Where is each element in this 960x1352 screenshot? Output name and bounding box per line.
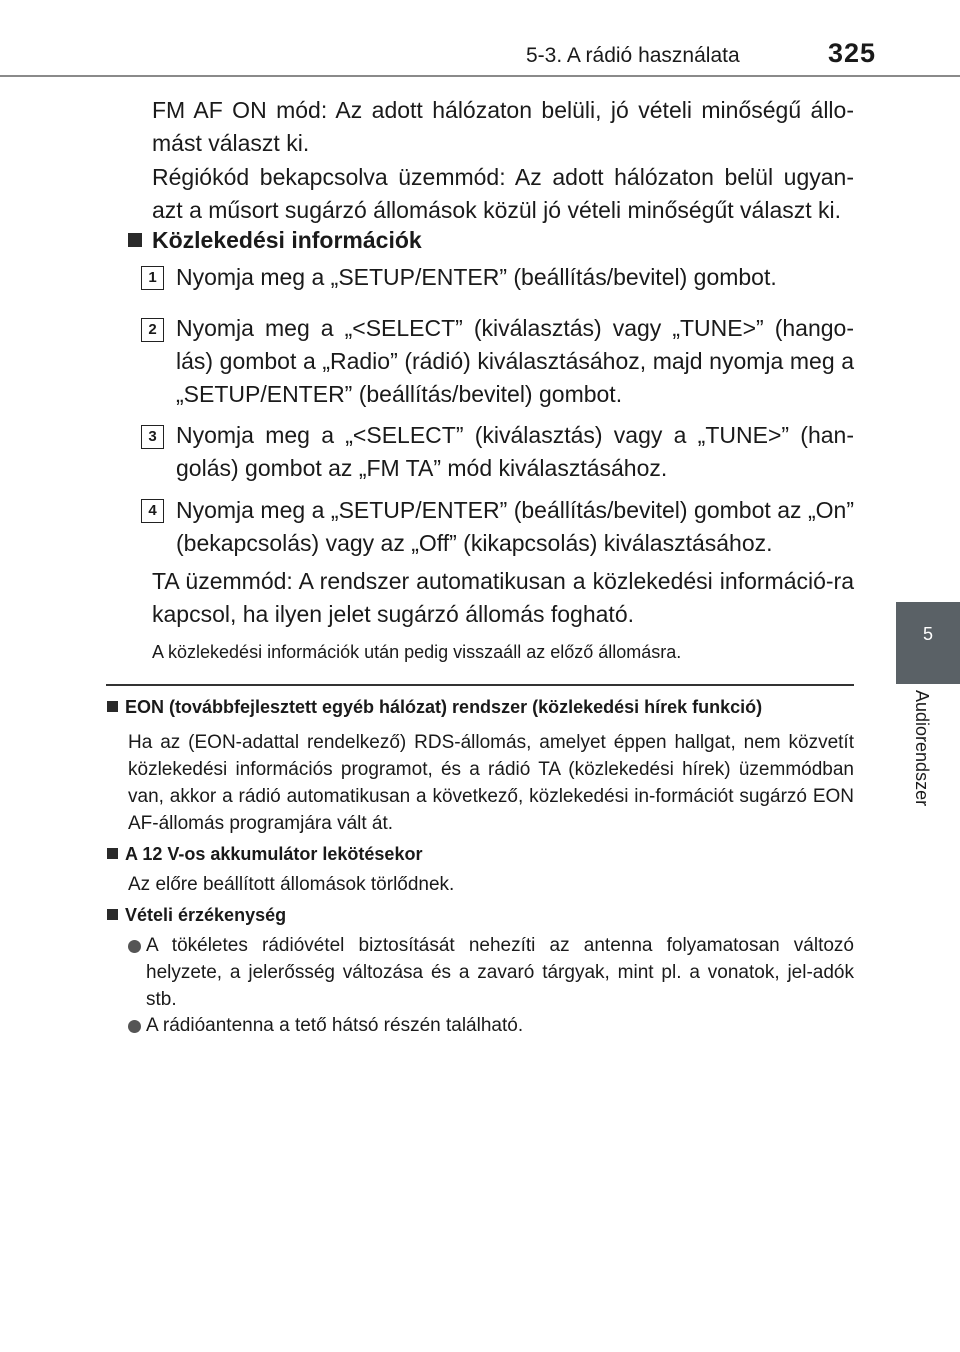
eon-heading-text: EON (továbbfejlesztett egyéb hálózat) rendszer (közlekedési hírek funkció): [125, 697, 763, 717]
bullet-dot-icon: [128, 940, 141, 953]
square-bullet-icon: [128, 233, 142, 247]
header-rule: [0, 75, 960, 77]
section-divider: [106, 684, 854, 686]
chapter-number: 5: [922, 624, 933, 644]
ta-mode-note: A közlekedési információk után pedig visszaáll az előző állomásra.: [152, 642, 682, 662]
battery-text: Az előre beállított állomások törlődnek.: [128, 874, 455, 895]
section-heading: [128, 227, 422, 254]
reception-bullet-2: A rádióantenna a tető hátsó részén található.: [146, 1015, 524, 1036]
step-4-text: Nyomja meg a „SETUP/ENTER” (beállítás/bevitel) gombot az „On” (bekapcsolás) vagy az „Off” (kikapcsolás) kiválasztásához.: [176, 497, 854, 556]
chapter-label: [900, 690, 940, 824]
intro-paragraph-2: Régiókód bekapcsolva üzemmód: Az adott hálózaton belül ugyan-azt a műsort sugárzó állomások közül jó vételi minőségűt választ ki.: [152, 164, 854, 223]
reception-heading-text: Vételi érzékenység: [125, 905, 287, 925]
eon-text: Ha az (EON-adattal rendelkező) RDS-állomás, amelyet éppen hallgat, nem közvetít közlekedési információs programot, és a rádió TA (közlekedési hírek) üzemmódban van, akkor a rádió automatikusan a következő, közlekedési in-formációt sugárzó EON AF-állomás programjára vált át.: [128, 732, 854, 834]
step-number-badge: 4: [141, 499, 164, 523]
square-bullet-icon: [107, 701, 118, 712]
step-number-badge: 2: [141, 318, 164, 342]
ta-mode-text: TA üzemmód: A rendszer automatikusan a közlekedési információ-ra kapcsol, ha ilyen jelet sugárzó állomás fogható.: [152, 568, 854, 627]
step-number-badge: 1: [141, 266, 164, 290]
page-number: 325: [828, 38, 877, 68]
step-number-badge: 3: [141, 425, 164, 449]
step-1-text: Nyomja meg a „SETUP/ENTER” (beállítás/bevitel) gombot.: [176, 264, 777, 290]
chapter-label-text: Audiorendszer: [912, 690, 932, 807]
square-bullet-icon: [107, 909, 118, 920]
step-2-text: Nyomja meg a „<SELECT” (kiválasztás) vagy „TUNE>” (hango-lás) gombot a „Radio” (rádió) kiválasztásához, majd nyomja meg a „SETUP/ENTER” (beállítás/bevitel) gombot.: [176, 315, 854, 407]
battery-heading: [107, 844, 422, 865]
reception-bullet-1: A tökéletes rádióvétel biztosítását nehezíti az antenna folyamatosan változó helyzete, a jelerősség változása és a zavaró tárgyak, mint pl. a vonatok, jel-adók stb.: [146, 935, 854, 1010]
step-3-text: Nyomja meg a „<SELECT” (kiválasztás) vagy a „TUNE>” (han-golás) gombot az „FM TA” mód kiválasztásához.: [176, 422, 854, 481]
square-bullet-icon: [107, 848, 118, 859]
section-title: 5-3. A rádió használata: [526, 44, 740, 67]
section-heading-text: Közlekedési információk: [152, 227, 422, 253]
battery-heading-text: A 12 V-os akkumulátor lekötésekor: [125, 844, 423, 864]
reception-heading: [107, 905, 286, 926]
intro-paragraph-1: FM AF ON mód: Az adott hálózaton belüli, jó vételi minőségű állo-mást választ ki.: [152, 97, 854, 156]
bullet-dot-icon: [128, 1020, 141, 1033]
eon-heading: [107, 697, 867, 718]
